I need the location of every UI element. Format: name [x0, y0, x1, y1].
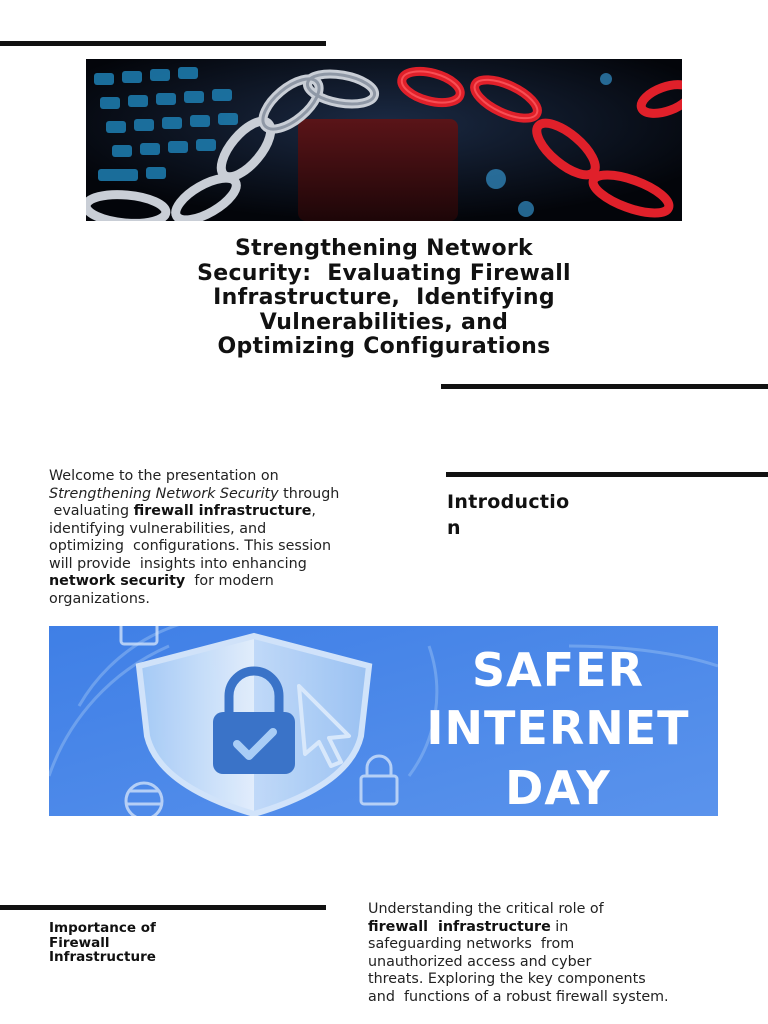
title-line: Optimizing Configurations — [217, 334, 551, 359]
heading-line: Infrastructure — [49, 949, 156, 965]
paragraph-line: identifying vulnerabilities, and — [49, 520, 267, 537]
mid-right-rule — [441, 384, 768, 389]
introduction-paragraph — [49, 468, 394, 608]
title-line: Strengthening Network — [235, 236, 533, 261]
paragraph-line: organizations. — [49, 590, 150, 607]
top-left-rule — [0, 41, 326, 46]
paragraph-line — [49, 503, 394, 521]
heading-line: Importance of — [49, 920, 156, 936]
text-run: for modern — [185, 573, 274, 589]
heading-line: Introductio — [447, 491, 570, 513]
heading-line: n — [447, 517, 461, 539]
heading-line: Firewall — [49, 934, 110, 951]
paragraph-line: and functions of a robust firewall system. — [368, 988, 669, 1005]
text-run: , — [311, 503, 316, 519]
bold-phrase: firewall infrastructure — [368, 918, 551, 935]
banner-line-3: DAY — [505, 761, 611, 815]
banner-line-1: SAFER — [472, 643, 644, 697]
paragraph-line — [49, 486, 394, 504]
page-title — [150, 237, 618, 360]
paragraph-line — [49, 573, 394, 591]
paragraph-line: safeguarding networks from — [368, 936, 575, 952]
importance-heading — [49, 921, 229, 965]
introduction-heading — [447, 489, 597, 541]
text-run: in — [550, 918, 569, 935]
paragraph-line: Understanding the critical role of — [368, 901, 604, 917]
paragraph-line — [368, 919, 748, 937]
safer-internet-day-banner — [49, 626, 718, 816]
importance-paragraph — [368, 901, 748, 1006]
bold-phrase: network security — [49, 573, 186, 589]
paragraph-line: will provide insights into enhancing — [49, 555, 307, 572]
bold-phrase: firewall infrastructure — [133, 503, 312, 519]
title-line: Vulnerabilities, and — [259, 309, 509, 335]
banner-line-2: INTERNET — [426, 701, 690, 755]
title-line: Infrastructure, Identifying — [213, 285, 555, 310]
introduction-rule — [446, 472, 768, 477]
hero-image-chains-padlock — [86, 59, 682, 221]
bottom-left-rule — [0, 905, 326, 910]
text-run: evaluating — [49, 503, 134, 519]
title-line: Security: Evaluating Firewall — [197, 260, 571, 286]
italic-phrase: Strengthening Network Security — [49, 485, 279, 502]
paragraph-line: optimizing configurations. This session — [49, 538, 332, 554]
text-run: through — [278, 485, 340, 502]
paragraph-line: threats. Exploring the key components — [368, 971, 646, 987]
paragraph-line: unauthorized access and cyber — [368, 953, 592, 970]
paragraph-line: Welcome to the presentation on — [49, 468, 279, 484]
